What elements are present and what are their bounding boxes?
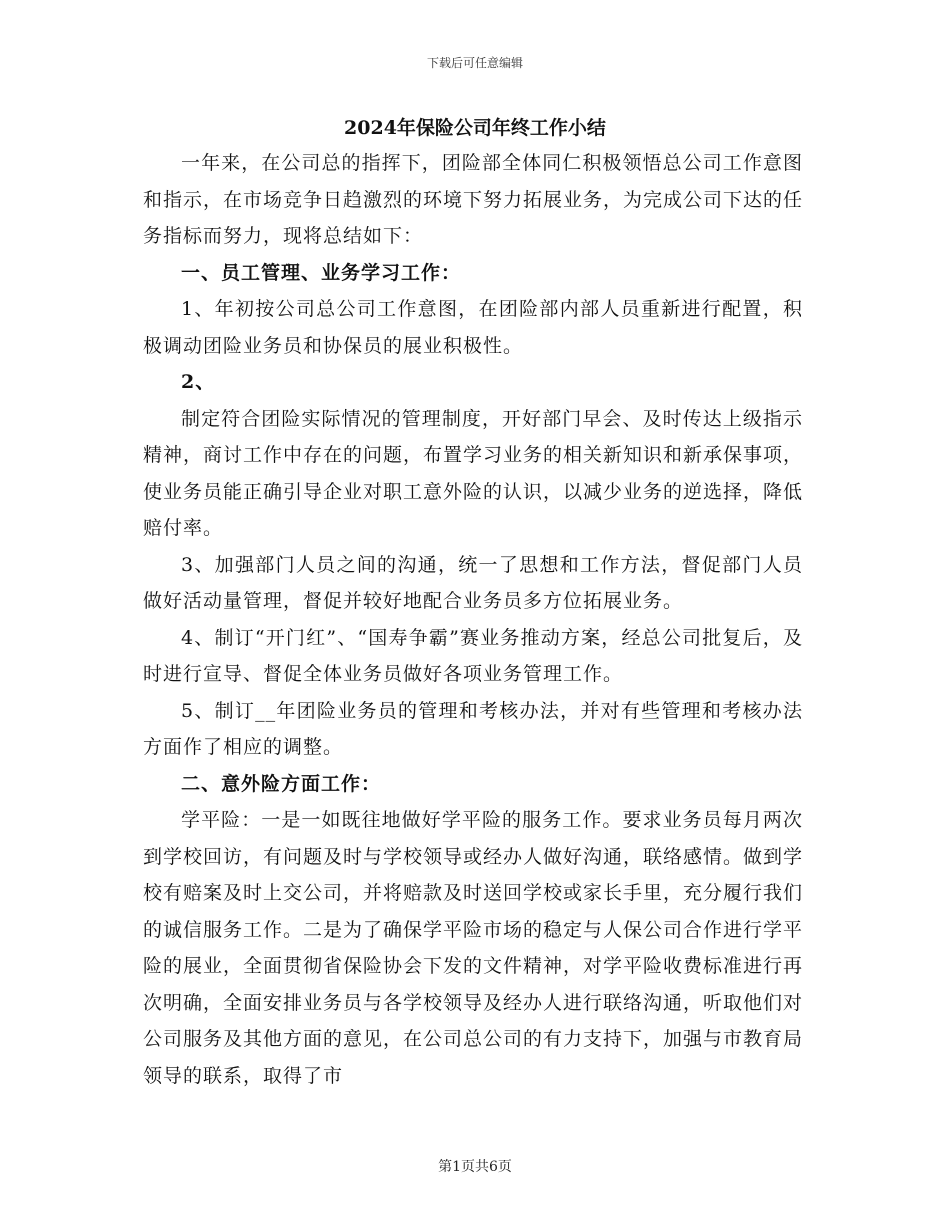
section-1-heading: 一、员工管理、业务学习工作： <box>181 261 462 284</box>
section-1-item-2-number: 2、 <box>181 371 216 393</box>
header-note: 下载后可任意编辑 <box>426 56 523 70</box>
section-1-item-5: 5、制订__年团险业务员的管理和考核办法，并对有些管理和考核办法方面作了相应的调整。 <box>143 699 803 758</box>
section-1-item-4: 4、制订“开门红”、“国寿争霸”赛业务推动方案，经总公司批复后，及时进行宣导、督促全体业务员做好各项业务管理工作。 <box>143 626 803 685</box>
page-number: 第1页共6页 <box>438 1159 512 1175</box>
document-body <box>143 145 803 1094</box>
section-1-item-1: 1、年初按公司总公司工作意图，在团险部内部人员重新进行配置，积极调动团险业务员和协保员的展业积极性。 <box>143 298 803 357</box>
section-2-paragraph-1: 学平险：一是一如既往地做好学平险的服务工作。要求业务员每月两次到学校回访，有问题及时与学校领导或经办人做好沟通，联络感情。做到学校有赔案及时上交公司，并将赔款及时送回学校或家长手里，充分履行我们的诚信服务工作。二是为了确保学平险市场的稳定与人保公司合作进行学平险的展业，全面贯彻省保险协会下发的文件精神，对学平险收费标准进行再次明确，全面安排业务员与各学校领导及经办人进行联络沟通，听取他们对公司服务及其他方面的意见，在公司总公司的有力支持下，加强与市教育局领导的联系，取得了市 <box>143 809 804 1087</box>
document-title: 2024年保险公司年终工作小结 <box>344 117 606 139</box>
section-1-item-3: 3、加强部门人员之间的沟通，统一了思想和工作方法，督促部门人员做好活动量管理，督促并较好地配合业务员多方位拓展业务。 <box>143 553 803 612</box>
section-2-heading: 二、意外险方面工作： <box>181 772 382 795</box>
section-1-item-2: 制定符合团险实际情况的管理制度，开好部门早会、及时传达上级指示精神，商讨工作中存在的问题，布置学习业务的相关新知识和新承保事项，使业务员能正确引导企业对职工意外险的认识，以减少业务的逆选择，降低赔付率。 <box>143 407 804 539</box>
intro-paragraph: 一年来，在公司总的指挥下，团险部全体同仁积极领悟总公司工作意图和指示，在市场竞争日趋激烈的环境下努力拓展业务，为完成公司下达的任务指标而努力，现将总结如下： <box>143 152 804 247</box>
